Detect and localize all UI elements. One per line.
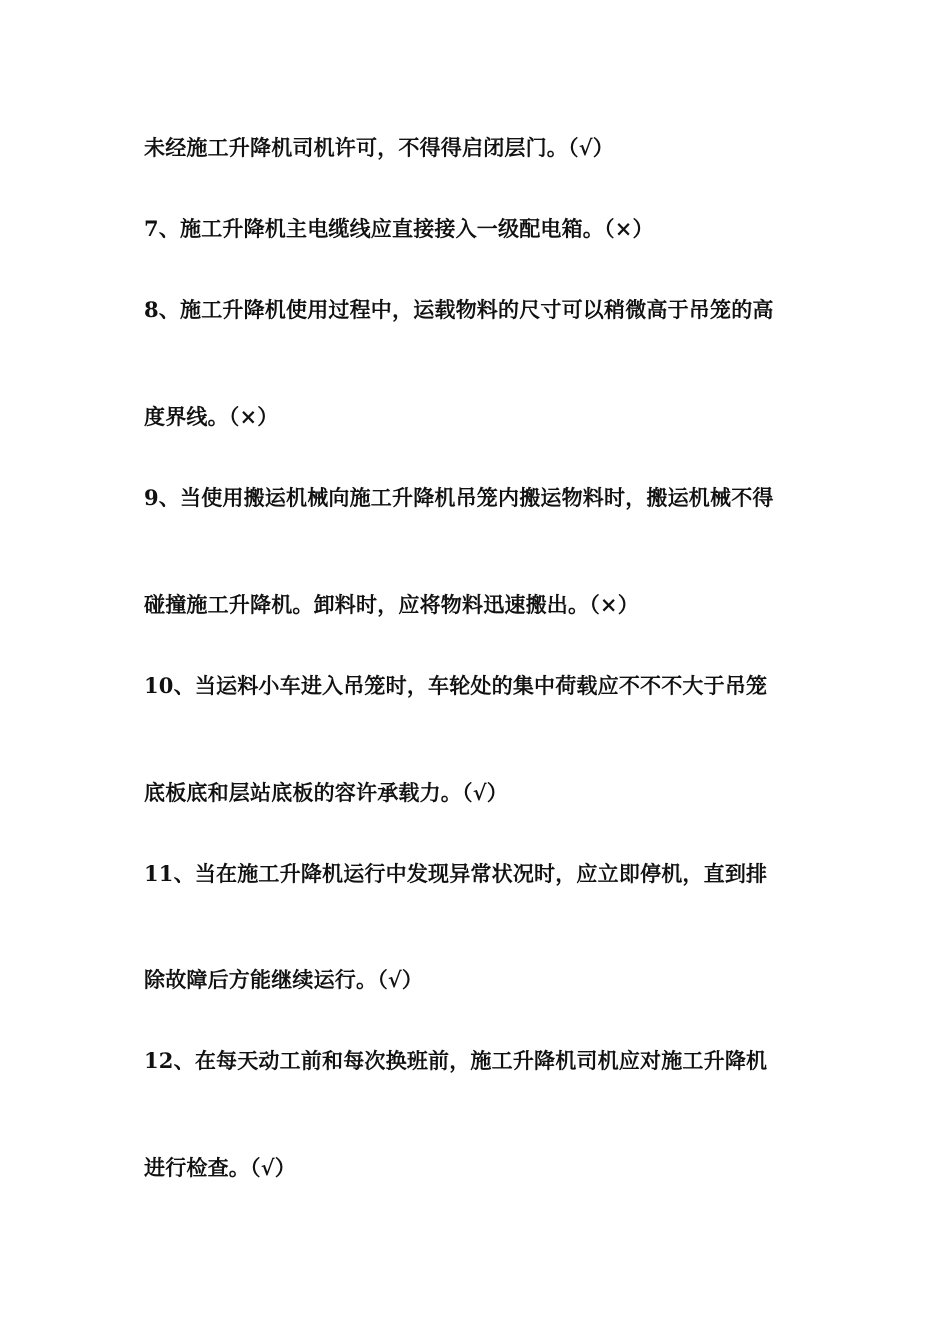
text-line: 9、当使用搬运机械向施工升降机吊笼内搬运物料时，搬运机械不得 bbox=[144, 485, 774, 510]
text-line: 度界线。（×） bbox=[144, 404, 279, 429]
text-line: 12、在每天动工前和每次换班前，施工升降机司机应对施工升降机 bbox=[144, 1048, 768, 1073]
text-line: 进行检查。（√） bbox=[144, 1155, 296, 1180]
text-line: 除故障后方能继续运行。（√） bbox=[144, 967, 424, 992]
text-line: 碰撞施工升降机。卸料时，应将物料迅速搬出。（×） bbox=[144, 592, 639, 617]
text-line: 7、施工升降机主电缆线应直接接入一级配电箱。（×） bbox=[144, 216, 654, 241]
text-line: 10、当运料小车进入吊笼时，车轮处的集中荷载应不不不大于吊笼 bbox=[144, 673, 768, 698]
text-line: 11、当在施工升降机运行中发现异常状况时，应立即停机，直到排 bbox=[144, 861, 768, 886]
text-line: 未经施工升降机司机许可，不得得启闭层门。（√） bbox=[144, 135, 614, 160]
text-line: 8、施工升降机使用过程中，运载物料的尺寸可以稍微高于吊笼的高 bbox=[144, 297, 774, 322]
text-line: 底板底和层站底板的容许承载力。（√） bbox=[144, 780, 508, 805]
